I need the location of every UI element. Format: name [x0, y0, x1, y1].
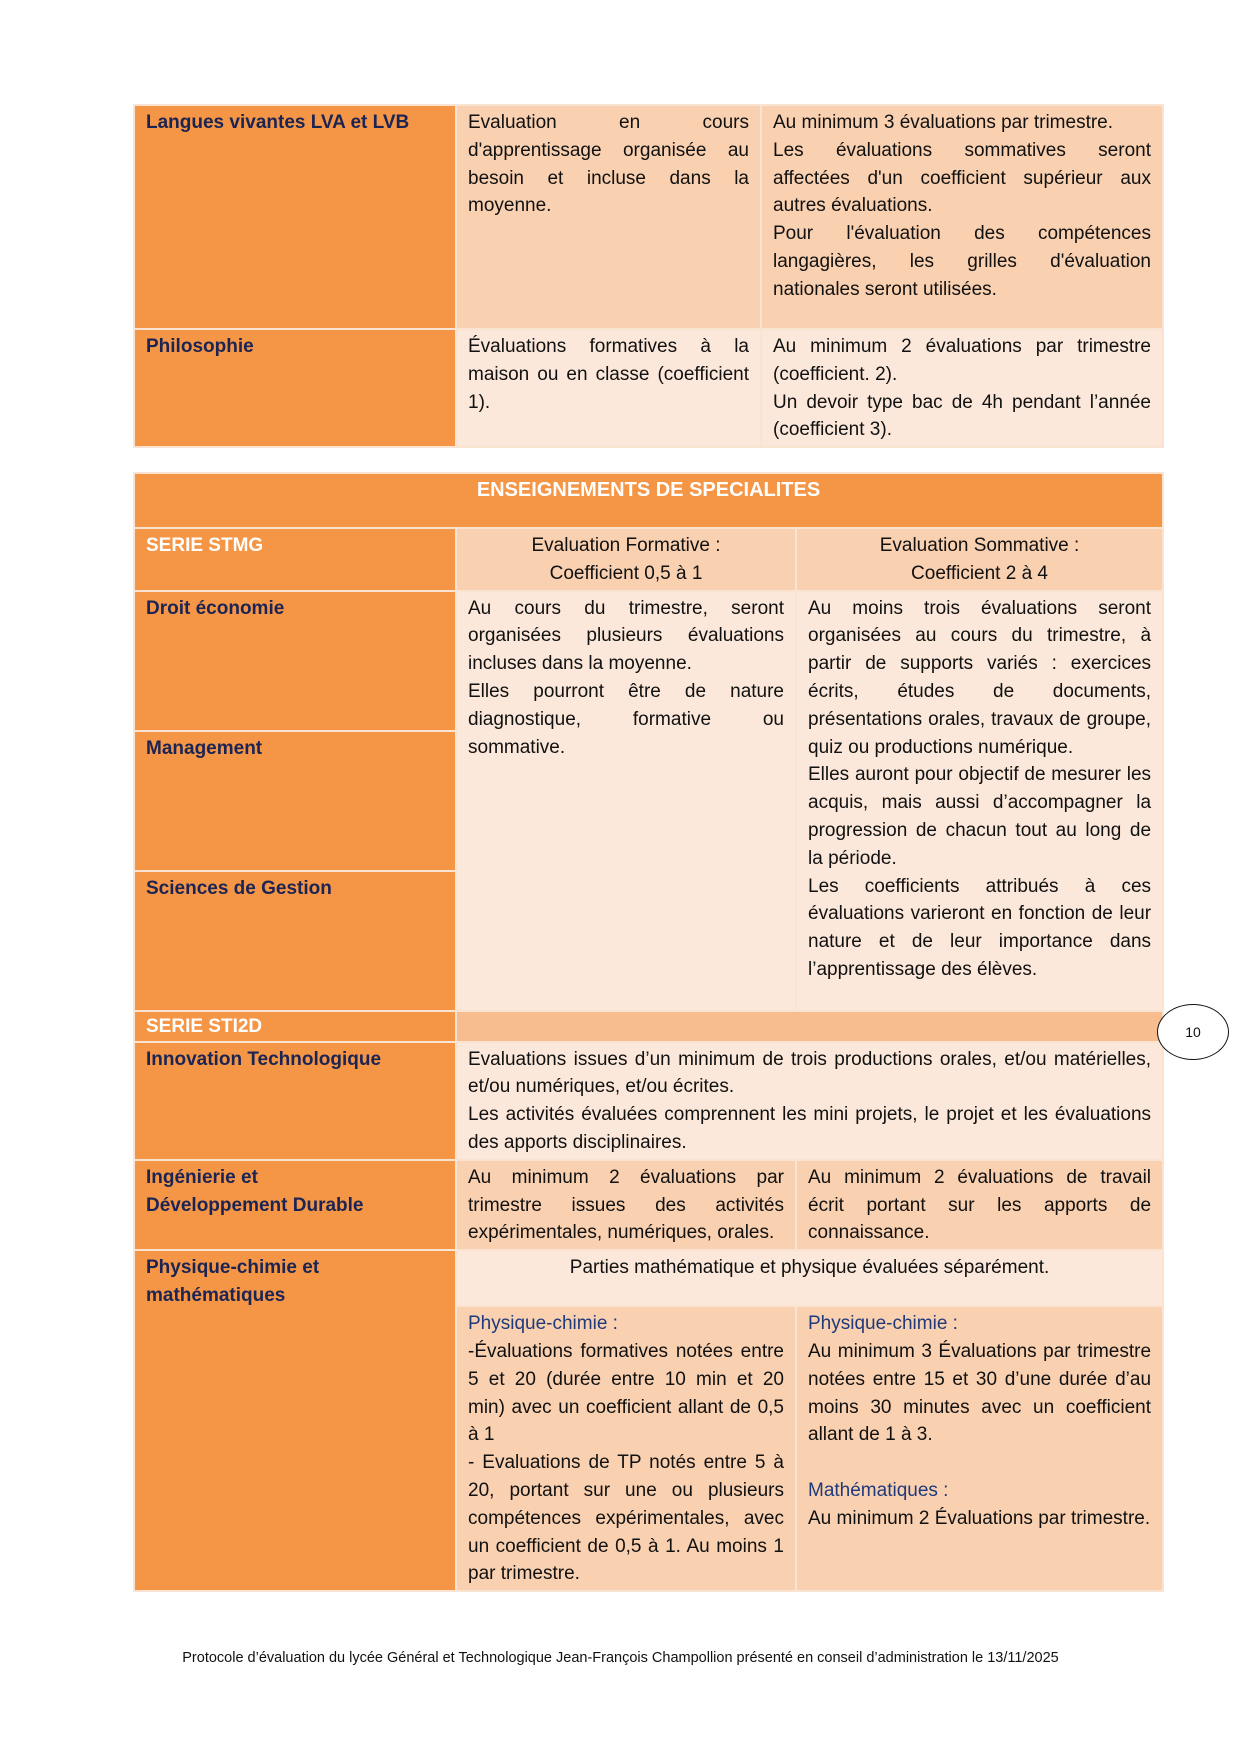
header-text: Coefficient 0,5 à 1 [549, 562, 703, 584]
table-row [134, 591, 1163, 731]
table-row [134, 1011, 1163, 1042]
header-text: Evaluation Formative : [531, 535, 721, 556]
summative-cell: Au minimum 2 évaluations de travail écrit portant sur les apports de connaissance. [796, 1160, 1163, 1250]
summative-cell [796, 1306, 1163, 1591]
combined-cell [456, 1042, 1163, 1160]
formative-cell [456, 105, 761, 329]
table-row [134, 528, 1163, 591]
series-bar [456, 1011, 1163, 1042]
cell-text: Un devoir type bac de 4h pendant l’année (coefficient 3). [773, 391, 1151, 441]
cell-text: Elles pourront être de nature diagnostique, formative ou sommative. [468, 680, 784, 758]
subject-cell: Philosophie [134, 329, 456, 447]
summative-cell [796, 591, 1163, 1011]
subject-cell: Management [134, 731, 456, 871]
subject-text: Ingénierie et [146, 1166, 258, 1188]
cell-text: Elles auront pour objectif de mesurer les acquis, mais aussi d’accompagner la progression de chacun tout au long de la période. [808, 764, 1152, 869]
spacer [808, 1449, 1151, 1477]
formative-cell [456, 591, 796, 1011]
cell-text: Au minimum 3 Évaluations par trimestre notées entre 15 et 30 d’une durée d’au moins 30 minutes avec un coefficient allant de 1 à 3. [808, 1340, 1152, 1446]
specialites-table [133, 472, 1164, 1592]
table-row [134, 105, 1163, 329]
table-header-row [134, 473, 1163, 528]
cell-text: Les activités évaluées comprennent les mini projets, le projet et les évaluations des apports disciplinaires. [468, 1104, 1152, 1153]
cell-text: Les coefficients attribués à ces évaluations varieront en fonction de leur nature et de leur importance dans l’apprentissage des élèves. [808, 875, 1152, 980]
series-label: SERIE STMG [134, 528, 456, 591]
cell-text: Au moins trois évaluations seront organisées au cours du trimestre, à partir de supports variés : exercices écrits, études de documents, présentations orales, travaux de groupe, quiz ou productions numérique. [808, 597, 1152, 758]
language-philosophy-table [133, 104, 1164, 448]
table-row [134, 1160, 1163, 1250]
series-label: SERIE STI2D [134, 1011, 456, 1042]
subject-text: Physique-chimie et [146, 1257, 320, 1279]
table-row [134, 1042, 1163, 1160]
cell-text: - Evaluations de TP notés entre 5 à 20, portant sur une ou plusieurs compétences expérimentales, avec un coefficient de 0,5 à 1. Au moins 1 par trimestre. [468, 1452, 784, 1585]
formative-cell: Au minimum 2 évaluations par trimestre issues des activités expérimentales, numériques, orales. [456, 1160, 796, 1250]
page-footer: Protocole d’évaluation du lycée Général et Technologique Jean-François Champollion présenté en conseil d’administration le 13/11/2025 [182, 1650, 1059, 1666]
subject-cell: Langues vivantes LVA et LVB [134, 105, 456, 329]
subject-cell [134, 1160, 456, 1250]
summative-header [796, 528, 1163, 591]
cell-text: Au minimum 2 évaluations par trimestre (coefficient. 2). [773, 336, 1151, 385]
table-row [134, 329, 1163, 447]
cell-text: Les évaluations sommatives seront affectées d'un coefficient supérieur aux autres évaluations. [773, 139, 1151, 217]
formative-cell [456, 329, 761, 447]
cell-text: -Évaluations formatives notées entre 5 et 20 (durée entre 10 min et 20 min) avec un coefficient allant de 0,5 à 1 [468, 1340, 784, 1446]
header-text: Evaluation Sommative : [879, 535, 1080, 556]
subject-cell [134, 1250, 456, 1591]
subject-text: mathématiques [146, 1284, 286, 1306]
cell-subtitle: Mathématiques : [808, 1479, 949, 1501]
subject-text: Développement Durable [146, 1194, 364, 1216]
cell-text: Au minimum 2 Évaluations par trimestre. [808, 1507, 1151, 1529]
cell-subtitle: Physique-chimie : [468, 1313, 618, 1335]
page-number: 10 [1157, 1004, 1229, 1060]
cell-text: Evaluation en cours d'apprentissage organisée au besoin et incluse dans la moyenne. [468, 112, 749, 217]
cell-text: Au cours du trimestre, seront organisées plusieurs évaluations incluses dans la moyenne. [468, 597, 784, 675]
formative-cell [456, 1306, 796, 1591]
subject-cell: Sciences de Gestion [134, 871, 456, 1011]
cell-text: Evaluations issues d’un minimum de trois productions orales, et/ou matérielles, et/ou numériques, et/ou écrites. [468, 1048, 1152, 1098]
subject-cell: Droit économie [134, 591, 456, 731]
summative-cell [761, 105, 1163, 329]
cell-text: Évaluations formatives à la maison ou en classe (coefficient 1). [468, 336, 749, 413]
cell-text: Pour l'évaluation des compétences langagières, les grilles d'évaluation nationales seront utilisées. [773, 223, 1151, 300]
cell-subtitle: Physique-chimie : [808, 1313, 958, 1335]
summative-cell [761, 329, 1163, 447]
formative-header [456, 528, 796, 591]
table-row [134, 1250, 1163, 1306]
header-text: Coefficient 2 à 4 [911, 562, 1048, 584]
subject-cell: Innovation Technologique [134, 1042, 456, 1160]
note-cell: Parties mathématique et physique évaluées séparément. [456, 1250, 1163, 1306]
cell-text: Au minimum 3 évaluations par trimestre. [773, 112, 1114, 133]
section-title: ENSEIGNEMENTS DE SPECIALITES [134, 473, 1163, 528]
